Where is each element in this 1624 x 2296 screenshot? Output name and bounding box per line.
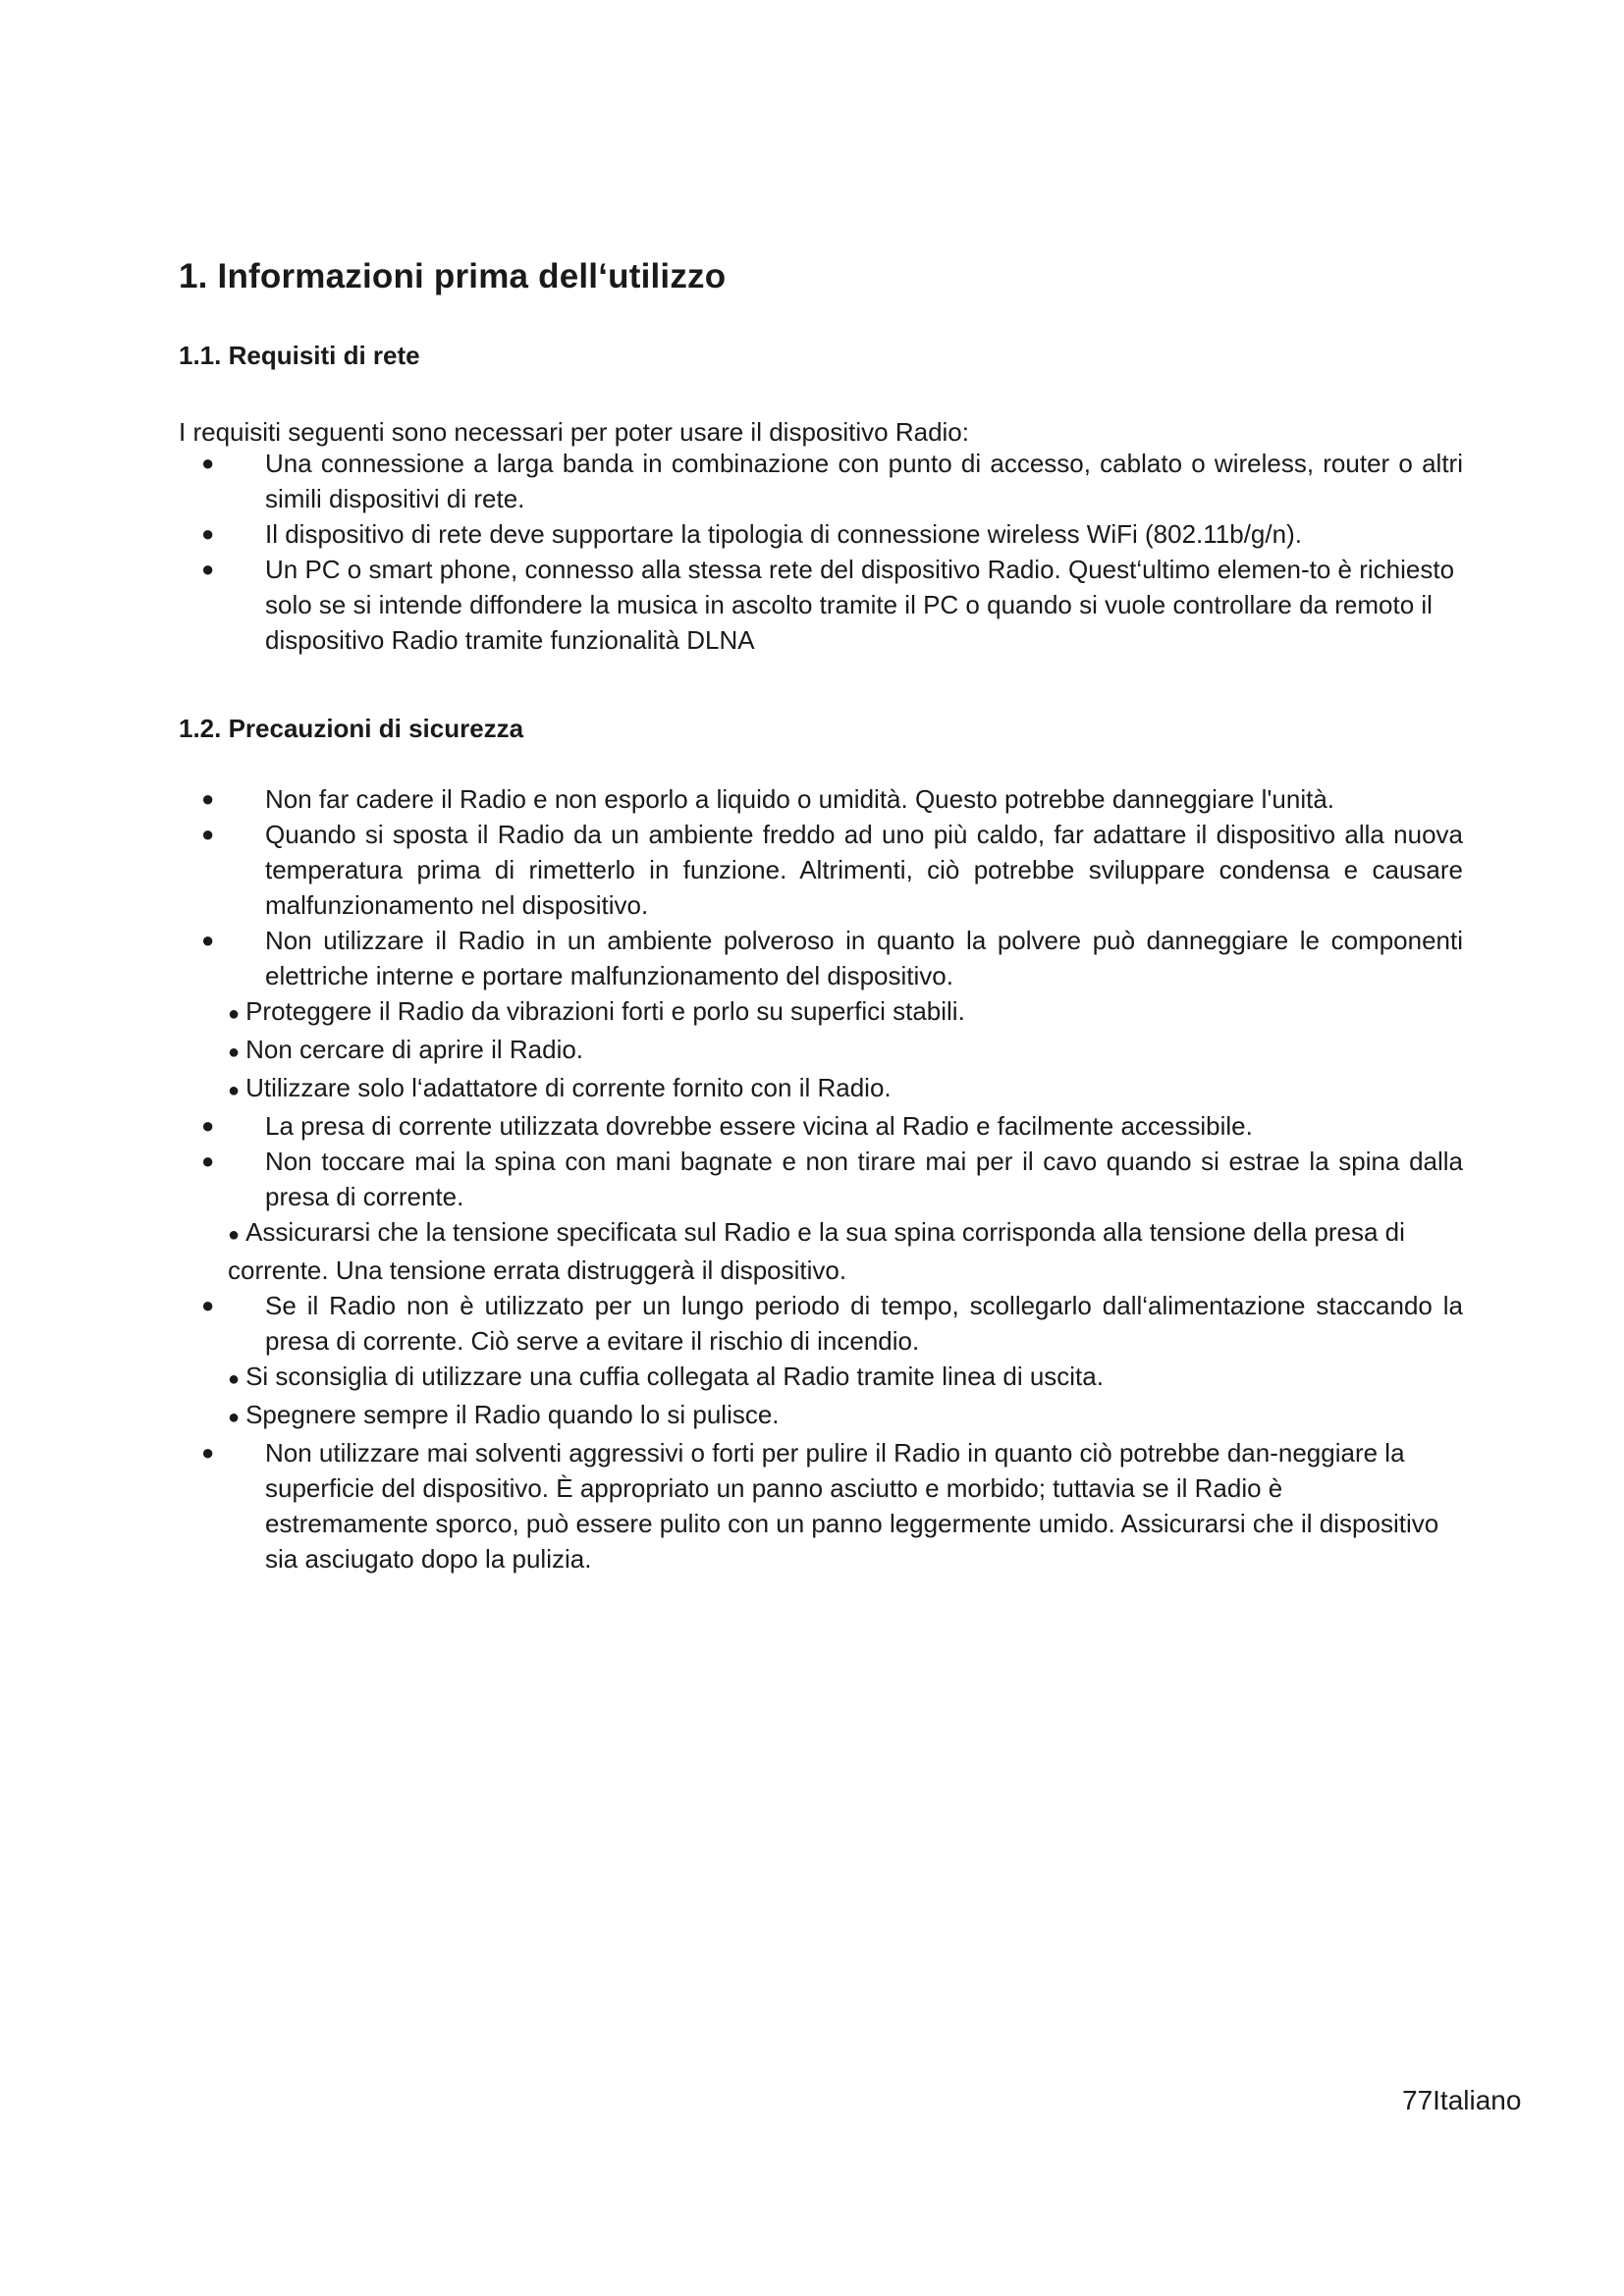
list-item bbox=[0, 1144, 1624, 1214]
bullet-icon: ● bbox=[201, 521, 215, 546]
list-item bbox=[228, 1070, 1465, 1108]
bullet-icon: ● bbox=[201, 1293, 215, 1317]
list-item bbox=[228, 1032, 1465, 1070]
list-item bbox=[228, 1214, 1416, 1288]
bullet-icon: ● bbox=[201, 1148, 215, 1173]
bullet-icon: ● bbox=[201, 557, 215, 581]
list-item bbox=[0, 781, 1624, 817]
list-item-text: Una connessione a larga banda in combinazione con punto di accesso, cablato o wireless, router o altri simili dispositivi di rete. bbox=[265, 449, 1463, 513]
bullet-icon: ● bbox=[228, 1041, 241, 1063]
list-item-text: Assicurarsi che la tensione specificata sul Radio e la sua spina corrisponda alla tensione della presa di corrente. Una tensione errata distruggerà il dispositivo. bbox=[228, 1217, 1405, 1285]
bullet-icon: ● bbox=[201, 451, 215, 475]
list-item bbox=[0, 446, 1624, 516]
list-item bbox=[0, 1288, 1624, 1359]
list-item bbox=[0, 1435, 1624, 1576]
list-item-text: Spegnere sempre il Radio quando lo si pulisce. bbox=[245, 1400, 780, 1429]
section-title-safety-precautions: 1.2. Precauzioni di sicurezza bbox=[179, 714, 524, 743]
list-item bbox=[228, 993, 1465, 1032]
list-item-text: Se il Radio non è utilizzato per un lungo periodo di tempo, scollegarlo dall‘alimentazione staccando la presa di corrente. Ciò serve a evitare il rischio di incendio. bbox=[265, 1291, 1463, 1356]
list-item-text: Non utilizzare il Radio in un ambiente polveroso in quanto la polvere può danneggiare le componenti elettriche interne e portare malfunzionamento del dispositivo. bbox=[265, 926, 1463, 990]
section-title-network-requirements: 1.1. Requisiti di rete bbox=[179, 341, 420, 370]
list-item bbox=[0, 817, 1624, 923]
bullet-icon: ● bbox=[228, 1003, 241, 1025]
list-item-text: Si sconsiglia di utilizzare una cuffia collegata al Radio tramite linea di uscita. bbox=[245, 1362, 1104, 1391]
bullet-icon: ● bbox=[201, 1113, 215, 1138]
list-item-text: La presa di corrente utilizzata dovrebbe essere vicina al Radio e facilmente accessibile. bbox=[265, 1111, 1253, 1141]
list-item bbox=[0, 923, 1624, 993]
requirements-list bbox=[0, 446, 1624, 658]
bullet-icon: ● bbox=[228, 1407, 241, 1428]
chapter-heading: 1. Informazioni prima dell‘utilizzo bbox=[179, 257, 727, 295]
list-item bbox=[228, 1397, 1465, 1435]
list-item bbox=[0, 1108, 1624, 1144]
bullet-icon: ● bbox=[228, 1368, 241, 1390]
bullet-icon: ● bbox=[201, 928, 215, 952]
list-item-text: Quando si sposta il Radio da un ambiente freddo ad uno più caldo, far adattare il dispositivo alla nuova temperatura prima di rimetterlo in funzione. Altrimenti, ciò potrebbe sviluppare condensa e causare malfunzionamento nel dispositivo. bbox=[265, 820, 1463, 920]
list-item-text: Il dispositivo di rete deve supportare la tipologia di connessione wireless WiFi (802.11b/g/n). bbox=[265, 519, 1302, 549]
list-item-text: Non toccare mai la spina con mani bagnate e non tirare mai per il cavo quando si estrae la spina dalla presa di corrente. bbox=[265, 1147, 1463, 1211]
precautions-list bbox=[0, 781, 1624, 1576]
list-item bbox=[0, 552, 1624, 658]
list-item-text: Non utilizzare mai solventi aggressivi o forti per pulire il Radio in quanto ciò potrebbe dan-neggiare la superficie del dispositivo. È appropriato un panno asciutto e morbido; tuttavia se il Radio è estremamente sporco, può essere pulito con un panno leggermente umido. Assicurarsi che il dispositivo sia asciugato dopo la pulizia. bbox=[265, 1438, 1439, 1574]
list-item-text: Non cercare di aprire il Radio. bbox=[245, 1035, 584, 1064]
list-item bbox=[0, 516, 1624, 552]
list-item-text: Non far cadere il Radio e non esporlo a liquido o umidità. Questo potrebbe danneggiare l'unità. bbox=[265, 784, 1335, 814]
bullet-icon: ● bbox=[201, 1440, 215, 1465]
page-footer: 77Italiano bbox=[1402, 2085, 1522, 2115]
list-item-text: Proteggere il Radio da vibrazioni forti e porlo su superfici stabili. bbox=[245, 996, 965, 1026]
requirements-intro: I requisiti seguenti sono necessari per poter usare il dispositivo Radio: bbox=[179, 417, 969, 447]
bullet-icon: ● bbox=[228, 1224, 241, 1246]
list-item bbox=[228, 1359, 1465, 1397]
bullet-icon: ● bbox=[228, 1080, 241, 1101]
list-item-text: Utilizzare solo l‘adattatore di corrente fornito con il Radio. bbox=[245, 1073, 892, 1102]
bullet-icon: ● bbox=[201, 786, 215, 811]
list-item-text: Un PC o smart phone, connesso alla stessa rete del dispositivo Radio. Quest‘ultimo elemen-to è richiesto solo se si intende diffondere la musica in ascolto tramite il PC o quando si vuole controllare da remoto il dispositivo Radio tramite funzionalità DLNA bbox=[265, 555, 1455, 655]
bullet-icon: ● bbox=[201, 822, 215, 846]
